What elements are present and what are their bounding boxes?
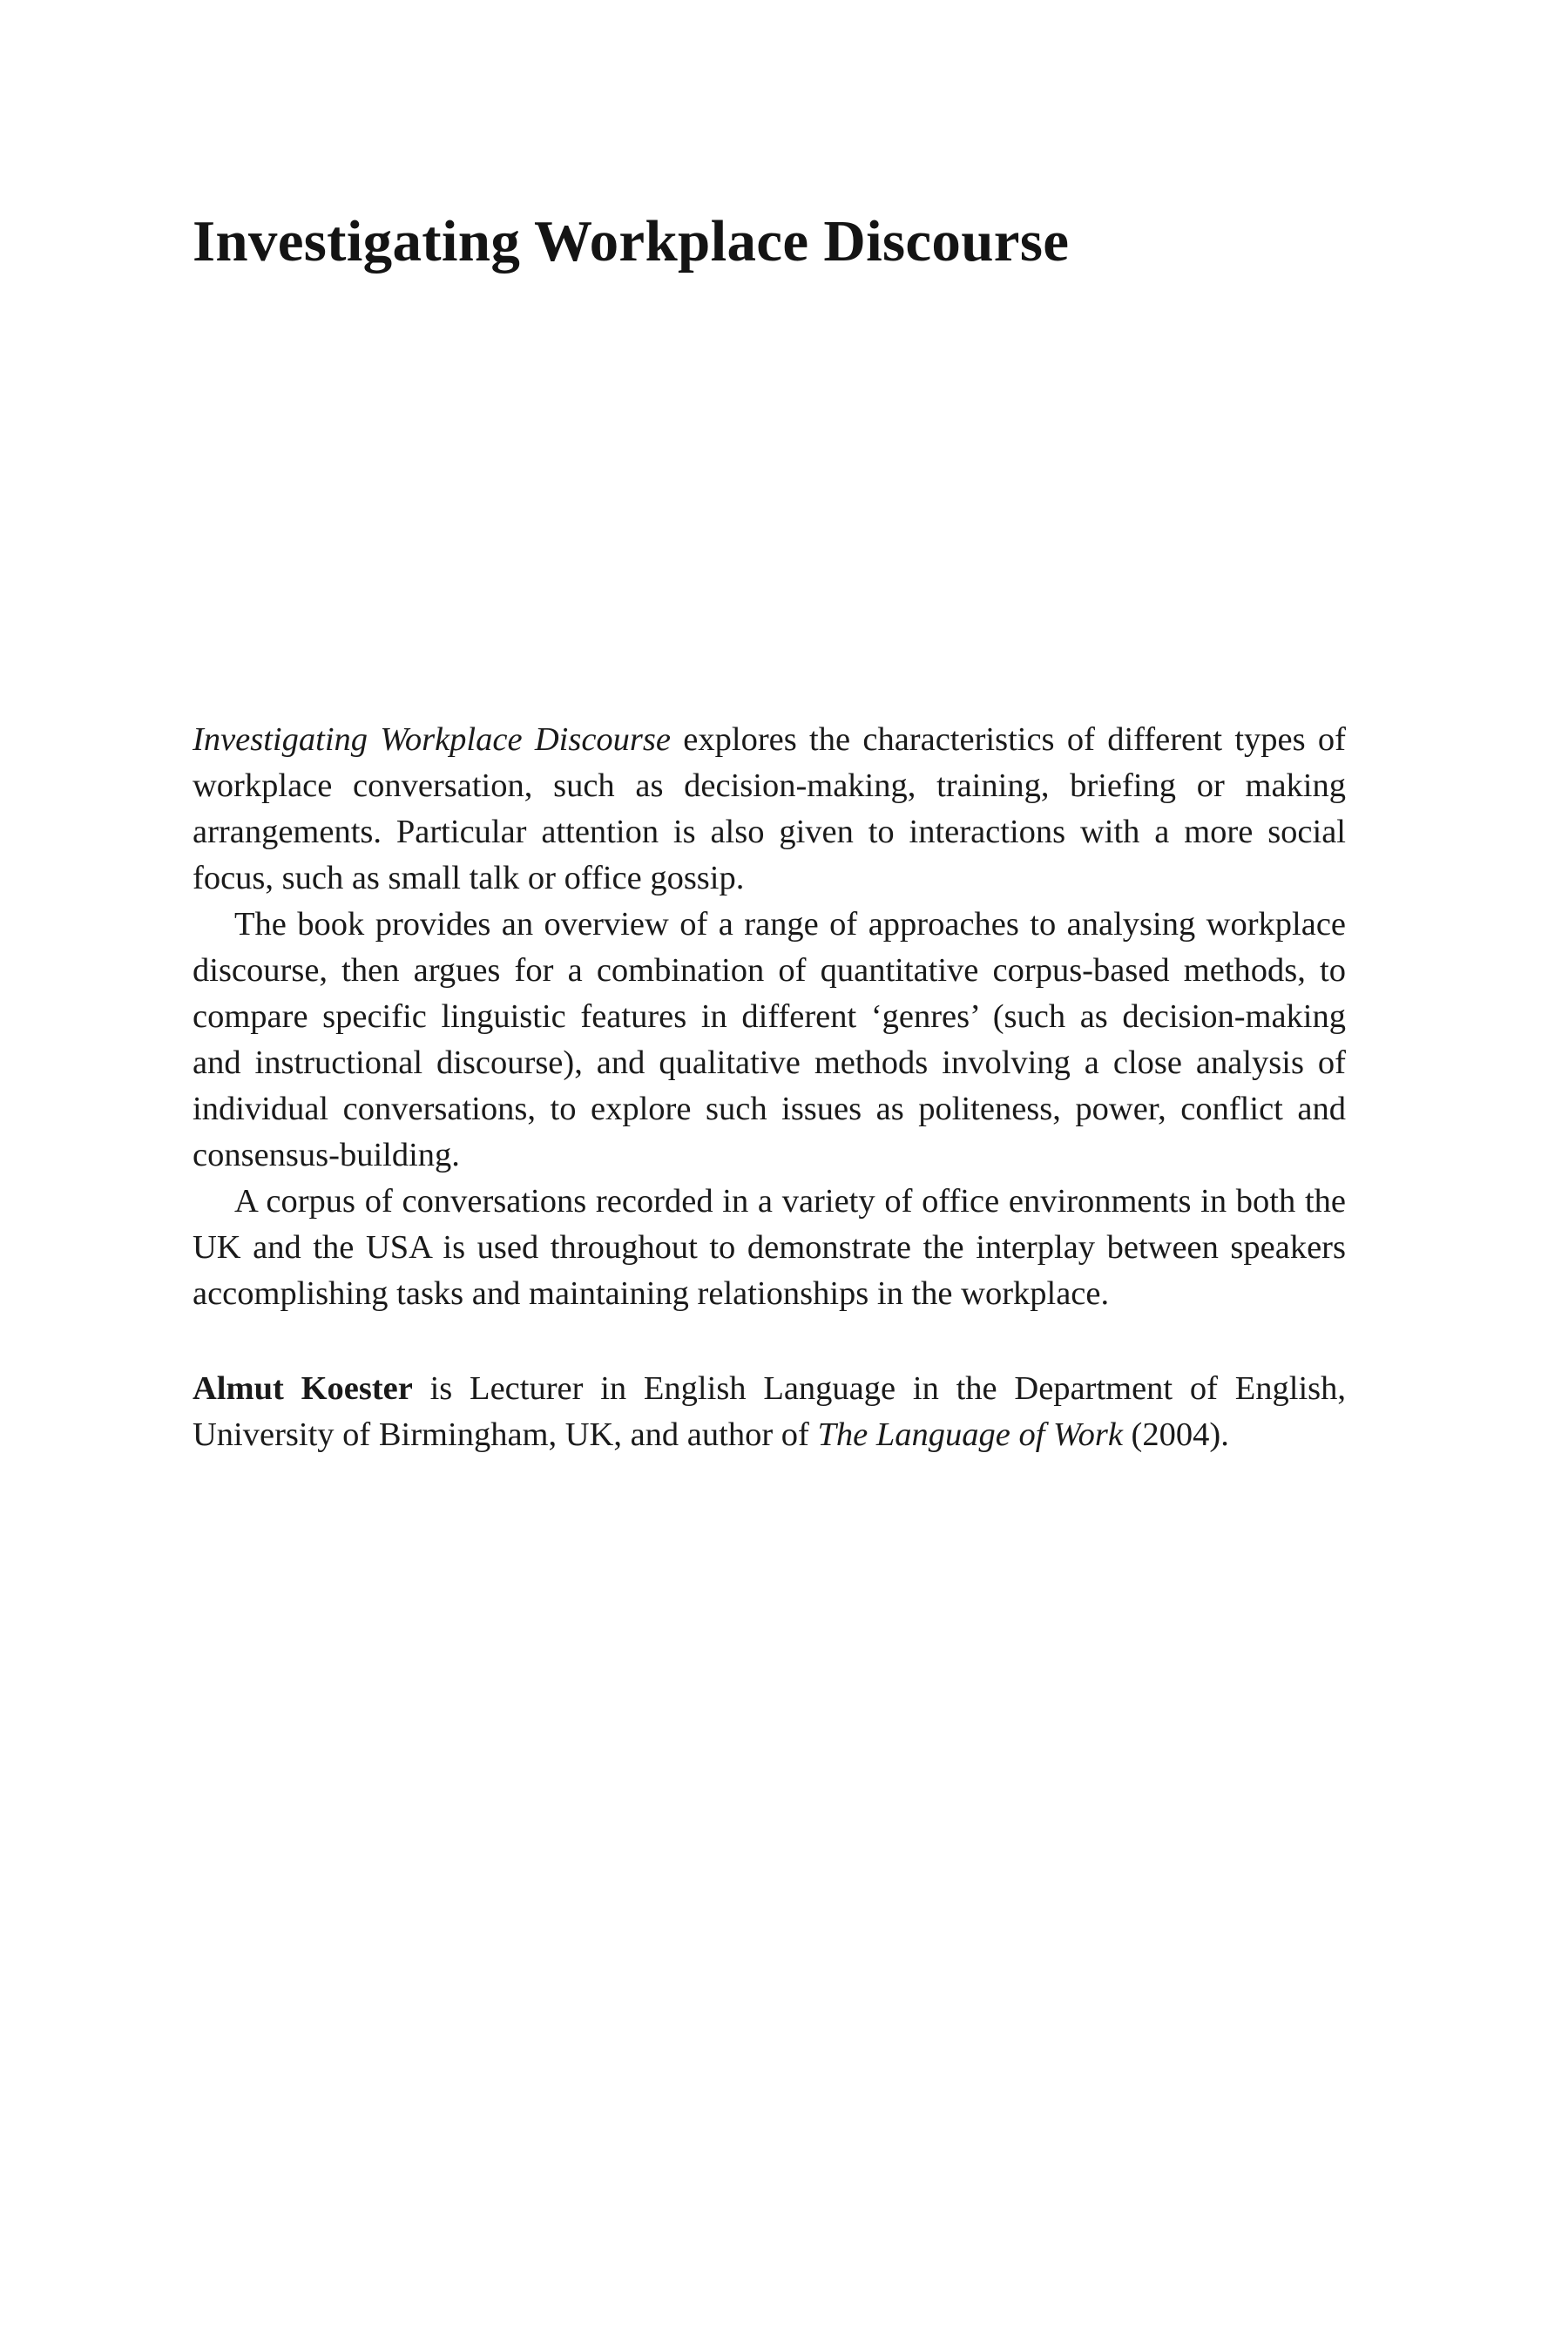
description-paragraph-1-text: explores the characteristics of different types of workplace conversation, such as decision-making, training, briefing or making arrangements. Particular attention is also given to interactions with a more social focus, such as small talk or office gossip. [193, 721, 1346, 896]
author-bio-text: is Lecturer in English Language in the Department of English, University of Birmingham, UK, and author of [193, 1370, 1346, 1453]
author-bio-year: (2004). [1122, 1416, 1229, 1453]
author-work-title: The Language of Work [817, 1416, 1123, 1453]
description-paragraph-2: The book provides an overview of a range of approaches to analysing workplace discourse, then argues for a combination of quantitative corpus-based methods, to compare specific linguistic features in different ‘genres’ (such as decision-making and instructional discourse), and qualitative methods involving a close analysis of individual conversations, to explore such issues as politeness, power, conflict and consensus-building. [193, 906, 1346, 1173]
description-paragraph-1 [193, 717, 1346, 902]
author-bio [193, 1366, 1346, 1458]
author-name: Almut Koester [193, 1370, 413, 1407]
book-description [193, 717, 1346, 1317]
page-title: Investigating Workplace Discourse [193, 209, 1070, 274]
description-paragraph-3: A corpus of conversations recorded in a variety of office environments in both the UK and the USA is used throughout to demonstrate the interplay between speakers accomplishing tasks and maintaining relationships in the workplace. [193, 1183, 1346, 1312]
book-title-italic: Investigating Workplace Discourse [193, 721, 671, 758]
